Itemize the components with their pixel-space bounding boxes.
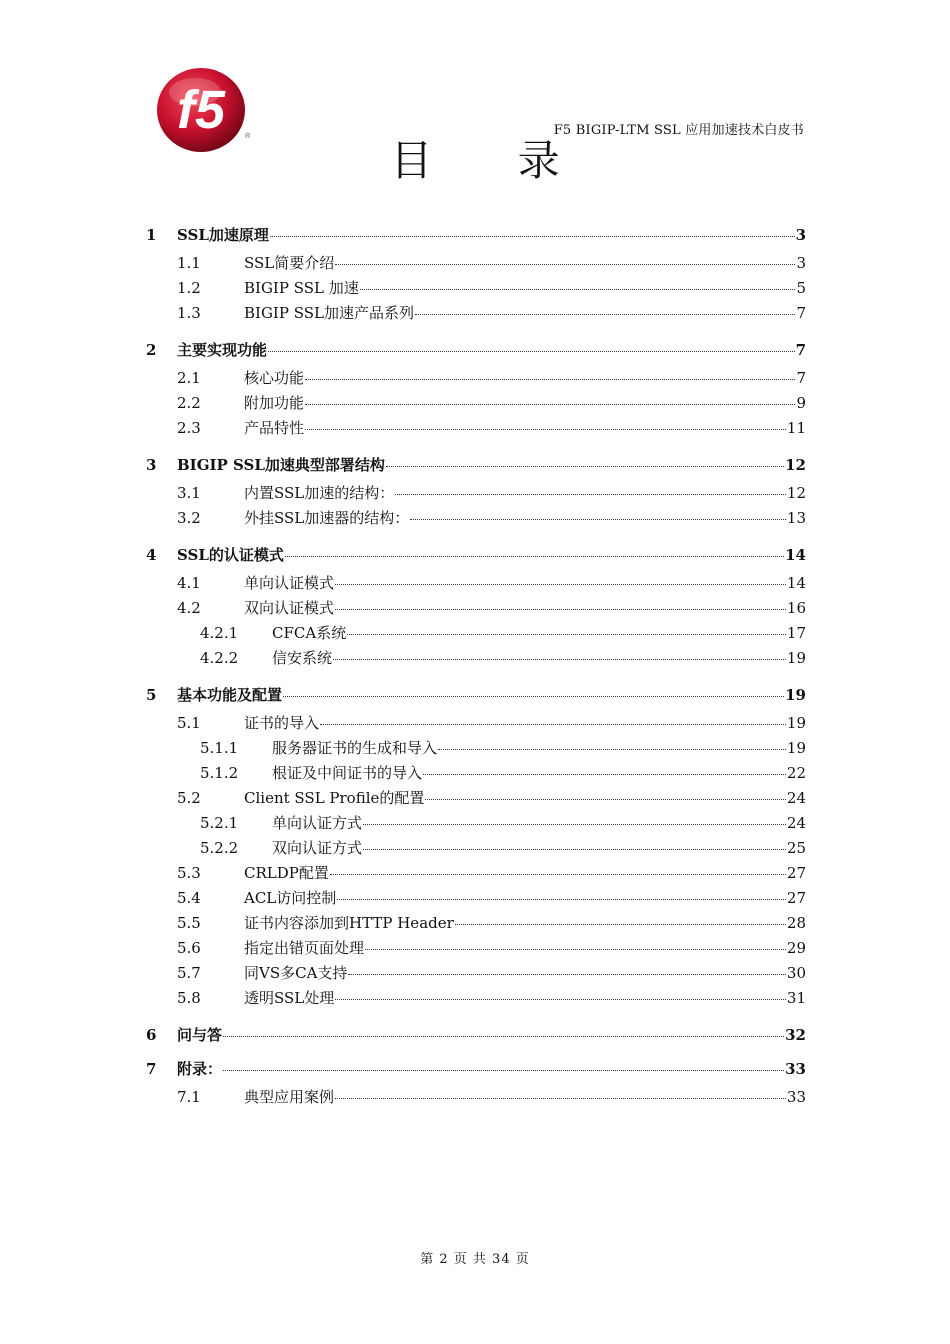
page-footer: 第 2 页 共 34 页 [420, 1252, 530, 1267]
toc-entry-label: 服务器证书的生成和导入 [272, 739, 438, 757]
toc-entry-label: 透明SSL处理 [244, 989, 335, 1007]
toc-entry-number: 5.3 [177, 864, 201, 882]
toc-entry-number: 2.3 [177, 419, 201, 437]
toc-entry[interactable] [146, 1025, 806, 1045]
toc-entry-number: 7.1 [177, 1088, 201, 1106]
toc-entry-label: 基本功能及配置 [177, 686, 283, 704]
toc-entry-label: SSL加速原理 [177, 226, 269, 244]
toc-entry[interactable] [146, 786, 806, 811]
toc-entry-page: 22 [786, 764, 806, 782]
toc-entry-page: 12 [785, 456, 806, 474]
toc-entry-label: 核心功能 [244, 369, 305, 387]
toc-entry[interactable] [146, 276, 806, 301]
toc-dot-leader [223, 1036, 784, 1037]
toc-entry-page: 17 [786, 624, 806, 642]
toc-dot-leader [335, 584, 786, 585]
toc-entry[interactable] [146, 1085, 806, 1110]
toc-entry[interactable] [146, 986, 806, 1011]
toc-entry[interactable] [146, 621, 806, 646]
table-of-contents [146, 225, 806, 1110]
toc-dot-leader [410, 519, 786, 520]
toc-entry-label: 证书内容添加到HTTP Header [244, 914, 454, 932]
toc-entry[interactable] [146, 571, 806, 596]
toc-dot-leader [395, 494, 786, 495]
toc-entry-number: 5.2.2 [200, 839, 239, 857]
toc-dot-leader [335, 609, 786, 610]
toc-entry-number: 5.1.1 [200, 739, 239, 757]
toc-entry-number: 3.2 [177, 509, 201, 527]
toc-entry-number: 3 [146, 456, 157, 474]
toc-entry-label: BIGIP SSL加速产品系列 [244, 304, 414, 322]
toc-entry-page: 19 [786, 714, 806, 732]
toc-entry-number: 5.1.2 [200, 764, 239, 782]
toc-entry-page: 7 [795, 341, 806, 359]
toc-entry-number: 5.2.1 [200, 814, 239, 832]
toc-entry-label: Client SSL Profile的配置 [244, 789, 425, 807]
toc-entry-label: 产品特性 [244, 419, 305, 437]
toc-entry-number: 6 [146, 1026, 157, 1044]
toc-entry[interactable] [146, 416, 806, 441]
toc-dot-leader [223, 1070, 784, 1071]
toc-entry-page: 9 [796, 394, 806, 412]
toc-entry-page: 11 [786, 419, 806, 437]
toc-entry-number: 1.2 [177, 279, 201, 297]
toc-entry-label: 外挂SSL加速器的结构： [244, 509, 410, 527]
toc-entry-page: 27 [786, 889, 806, 907]
toc-entry-label: BIGIP SSL 加速 [244, 279, 359, 297]
toc-entry-number: 5.2 [177, 789, 201, 807]
toc-entry[interactable] [146, 861, 806, 886]
toc-entry[interactable] [146, 251, 806, 276]
toc-entry-label: BIGIP SSL加速典型部署结构 [177, 456, 385, 474]
toc-entry-page: 7 [796, 369, 806, 387]
toc-entry-label: 附录： [177, 1060, 223, 1078]
toc-entry-number: 2.1 [177, 369, 201, 387]
toc-entry-number: 5.8 [177, 989, 201, 1007]
toc-entry-number: 4.2.2 [200, 649, 239, 667]
toc-dot-leader [305, 404, 795, 405]
toc-entry[interactable] [146, 761, 806, 786]
toc-entry-page: 7 [796, 304, 806, 322]
toc-entry[interactable] [146, 455, 806, 475]
toc-entry[interactable] [146, 711, 806, 736]
toc-entry-label: 单向认证模式 [244, 574, 335, 592]
toc-dot-leader [363, 849, 786, 850]
toc-dot-leader [285, 556, 784, 557]
toc-entry-page: 14 [785, 546, 806, 564]
toc-entry-page: 27 [786, 864, 806, 882]
toc-entry-page: 31 [786, 989, 806, 1007]
toc-entry[interactable] [146, 936, 806, 961]
toc-entry-label: 同VS多CA支持 [244, 964, 348, 982]
toc-entry-number: 4 [146, 546, 157, 564]
toc-entry-page: 24 [786, 814, 806, 832]
toc-entry-page: 19 [785, 686, 806, 704]
toc-dot-leader [423, 774, 786, 775]
toc-entry[interactable] [146, 886, 806, 911]
toc-entry[interactable] [146, 545, 806, 565]
toc-dot-leader [335, 999, 786, 1000]
toc-entry[interactable] [146, 646, 806, 671]
toc-entry[interactable] [146, 340, 806, 360]
toc-entry-number: 1 [146, 226, 157, 244]
toc-dot-leader [268, 351, 795, 352]
toc-dot-leader [305, 379, 795, 380]
toc-dot-leader [415, 314, 795, 315]
toc-entry-label: SSL的认证模式 [177, 546, 284, 564]
toc-entry-label: 单向认证方式 [272, 814, 363, 832]
toc-entry-label: 证书的导入 [244, 714, 320, 732]
toc-entry-number: 2.2 [177, 394, 201, 412]
toc-dot-leader [330, 874, 786, 875]
toc-dot-leader [283, 696, 784, 697]
toc-entry[interactable] [146, 1059, 806, 1079]
toc-dot-leader [363, 824, 786, 825]
document-title: F5 BIGIP-LTM SSL 应用加速技术白皮书 [553, 123, 804, 138]
toc-entry-page: 12 [786, 484, 806, 502]
toc-entry[interactable] [146, 961, 806, 986]
f5-logo-text: f5 [176, 80, 226, 140]
toc-entry-number: 1.1 [177, 254, 201, 272]
toc-entry-number: 3.1 [177, 484, 201, 502]
toc-dot-leader [365, 949, 786, 950]
toc-entry-page: 3 [796, 254, 806, 272]
toc-dot-leader [305, 429, 786, 430]
toc-dot-leader [270, 236, 795, 237]
toc-entry-label: 主要实现功能 [177, 341, 268, 359]
toc-entry-page: 29 [786, 939, 806, 957]
toc-dot-leader [337, 899, 786, 900]
toc-entry-page: 13 [786, 509, 806, 527]
toc-entry[interactable] [146, 911, 806, 936]
toc-entry-label: 根证及中间证书的导入 [272, 764, 423, 782]
toc-entry-number: 1.3 [177, 304, 201, 322]
toc-entry[interactable] [146, 811, 806, 836]
toc-dot-leader [425, 799, 786, 800]
toc-entry-page: 30 [786, 964, 806, 982]
toc-entry[interactable] [146, 685, 806, 705]
toc-entry[interactable] [146, 225, 806, 245]
toc-dot-leader [360, 289, 796, 290]
toc-dot-leader [348, 974, 785, 975]
toc-entry-page: 16 [786, 599, 806, 617]
toc-entry-number: 7 [146, 1060, 157, 1078]
toc-dot-leader [335, 264, 795, 265]
toc-entry-label: 双向认证方式 [272, 839, 363, 857]
toc-dot-leader [347, 634, 786, 635]
toc-entry-label: 问与答 [177, 1026, 223, 1044]
toc-entry[interactable] [146, 506, 806, 531]
toc-entry[interactable] [146, 301, 806, 326]
toc-entry-number: 2 [146, 341, 157, 359]
toc-entry-page: 19 [786, 649, 806, 667]
toc-entry-number: 4.1 [177, 574, 201, 592]
toc-entry-page: 19 [786, 739, 806, 757]
toc-entry-number: 4.2.1 [200, 624, 239, 642]
toc-entry-label: 附加功能 [244, 394, 305, 412]
toc-dot-leader [386, 466, 784, 467]
toc-entry-number: 4.2 [177, 599, 201, 617]
toc-entry-number: 5.4 [177, 889, 201, 907]
toc-entry-page: 33 [786, 1088, 806, 1106]
toc-entry-number: 5.7 [177, 964, 201, 982]
toc-entry[interactable] [146, 366, 806, 391]
toc-entry-number: 5.5 [177, 914, 201, 932]
toc-entry-label: 指定出错页面处理 [244, 939, 365, 957]
toc-entry[interactable] [146, 481, 806, 506]
toc-entry-page: 5 [796, 279, 806, 297]
toc-entry-number: 5.1 [177, 714, 201, 732]
toc-entry-number: 5.6 [177, 939, 201, 957]
toc-entry-number: 5 [146, 686, 157, 704]
toc-entry[interactable] [146, 596, 806, 621]
toc-entry-page: 28 [786, 914, 806, 932]
toc-entry-label: ACL访问控制 [244, 889, 337, 907]
toc-entry-label: CFCA系统 [272, 624, 347, 642]
toc-entry[interactable] [146, 391, 806, 416]
toc-entry-page: 25 [786, 839, 806, 857]
toc-entry-page: 14 [786, 574, 806, 592]
toc-entry-page: 32 [785, 1026, 806, 1044]
toc-entry[interactable] [146, 836, 806, 861]
toc-entry-label: SSL简要介绍 [244, 254, 335, 272]
toc-entry-label: 内置SSL加速的结构： [244, 484, 395, 502]
toc-entry-label: 典型应用案例 [244, 1088, 335, 1106]
toc-dot-leader [455, 924, 786, 925]
toc-entry-page: 33 [785, 1060, 806, 1078]
toc-entry-label: 信安系统 [272, 649, 333, 667]
page-title: 目 录 [390, 136, 596, 185]
toc-dot-leader [335, 1098, 786, 1099]
toc-entry-label: CRLDP配置 [244, 864, 329, 882]
toc-entry-label: 双向认证模式 [244, 599, 335, 617]
toc-entry-page: 24 [786, 789, 806, 807]
toc-dot-leader [320, 724, 786, 725]
toc-dot-leader [333, 659, 786, 660]
toc-entry-page: 3 [795, 226, 806, 244]
svg-text:®: ® [245, 133, 251, 140]
toc-entry[interactable] [146, 736, 806, 761]
toc-dot-leader [438, 749, 786, 750]
